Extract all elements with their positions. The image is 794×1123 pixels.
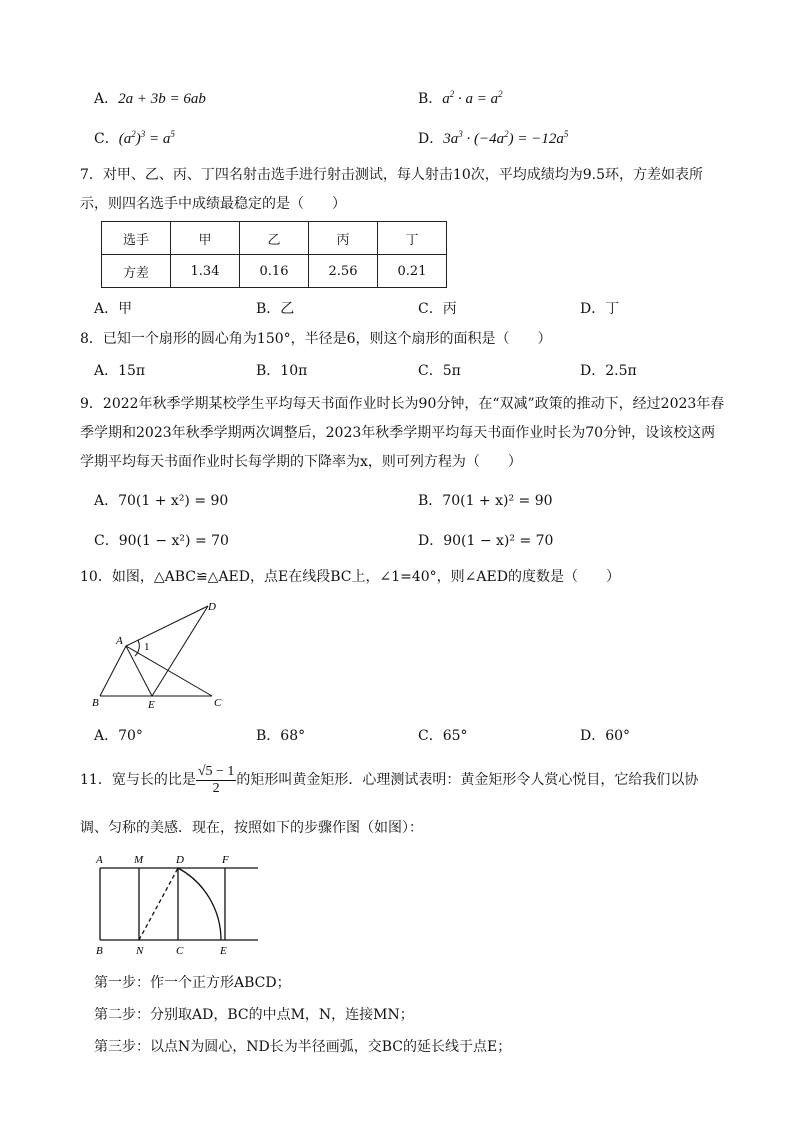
q8-option-d: D．2.5π	[580, 363, 637, 379]
q7-option-d: D．丁	[580, 301, 620, 317]
label-c: C	[176, 945, 184, 957]
table-header-cell: 丙	[309, 222, 378, 255]
q7-line2: 示，则四名选手中成绩最稳定的是（ ）	[80, 196, 346, 212]
table-header-cell: 乙	[240, 222, 309, 255]
q10-text: 10．如图，△ABC≌△AED，点E在线段BC上，∠1=40°，则∠AED的度数是（ ）	[80, 569, 620, 585]
q6-option-c: C．$(a^2)^3 = a^5$	[94, 129, 175, 147]
label-d: D	[208, 601, 216, 613]
label-e: E	[220, 945, 227, 957]
label-a: A	[96, 854, 103, 866]
label-f: F	[222, 854, 229, 866]
q8-option-b: B．10π	[256, 363, 308, 379]
label-b: B	[92, 697, 99, 709]
label-c: C	[214, 697, 222, 709]
q7-option-c: C．丙	[418, 301, 457, 317]
table-cell: 0.16	[240, 255, 309, 288]
q11-step3: 第三步：以点N为圆心，ND长为半径画弧，交BC的延长线于点E；	[94, 1039, 512, 1055]
table-cell: 2.56	[309, 255, 378, 288]
table-row	[102, 255, 447, 288]
label-a: A	[116, 635, 123, 647]
q9-line2: 季学期和2023年秋季学期两次调整后，2023年秋季学期平均每天书面作业时长为70分钟，设该校这两	[80, 425, 716, 441]
q8-text: 8．已知一个扇形的圆心角为150°，半径是6，则这个扇形的面积是（ ）	[80, 331, 552, 347]
q10-triangle-figure	[88, 596, 238, 710]
q11-prefix: 11．宽与长的比是	[80, 772, 196, 788]
label-m: M	[134, 854, 144, 866]
table-cell: 方差	[102, 255, 171, 288]
q11-step1: 第一步：作一个正方形ABCD；	[94, 975, 291, 991]
q9-line3: 学期平均每天书面作业时长每学期的下降率为x，则可列方程为（ ）	[80, 454, 522, 470]
q10-option-c: C．65°	[418, 728, 468, 744]
arc-de	[178, 868, 221, 940]
table-cell: 1.34	[171, 255, 240, 288]
q9-line1: 9．2022年秋季学期某校学生平均每天书面作业时长为90分钟，在“双减”政策的推动下，经过2023年春	[80, 396, 725, 412]
label-n: N	[136, 945, 144, 957]
label-angle-1: 1	[144, 641, 150, 653]
table-header-cell: 丁	[378, 222, 447, 255]
table-row	[102, 222, 447, 255]
q11-suffix: 的矩形叫黄金矩形．心理测试表明：黄金矩形令人赏心悦目，它给我们以协	[236, 772, 699, 788]
q8-option-a: A．15π	[94, 363, 146, 379]
golden-ratio-fraction: $\frac{√5 - 1}{2}$	[197, 763, 235, 796]
q8-option-c: C．5π	[418, 363, 461, 379]
label-e: E	[148, 699, 155, 710]
q9-option-b: B．70(1 + x)² = 90	[418, 493, 553, 509]
q6-option-d: D．$3a^3 \cdot (-4a^2) = -12a^5$	[418, 129, 569, 147]
q10-option-d: D．60°	[580, 728, 631, 744]
q11-line1	[80, 762, 698, 798]
table-cell: 0.21	[378, 255, 447, 288]
table-header-cell: 选手	[102, 222, 171, 255]
q9-option-a: A．70(1 + x²) = 90	[94, 493, 229, 509]
q10-option-b: B．68°	[256, 728, 306, 744]
q11-golden-rectangle-figure	[90, 850, 270, 960]
q11-line2: 调、匀称的美感．现在，按照如下的步骤作图（如图）：	[80, 820, 423, 836]
q9-option-d: D．90(1 − x)² = 70	[418, 533, 554, 549]
table-header-cell: 甲	[171, 222, 240, 255]
q7-line1: 7．对甲、乙、丙、丁四名射击选手进行射击测试，每人射击10次，平均成绩均为9.5环，方差如表所	[80, 167, 703, 183]
q11-step2: 第二步：分别取AD，BC的中点M，N，连接MN；	[94, 1007, 414, 1023]
segment-ab	[100, 646, 126, 696]
q7-variance-table	[101, 221, 447, 288]
q9-option-c: C．90(1 − x²) = 70	[94, 533, 229, 549]
segment-nd-dashed	[139, 868, 178, 940]
q7-option-a: A．甲	[94, 301, 133, 317]
q10-option-a: A．70°	[94, 728, 143, 744]
q6-option-a: A．2a + 3b = 6ab	[94, 91, 206, 107]
q7-option-b: B．乙	[256, 301, 295, 317]
label-b: B	[96, 945, 103, 957]
label-d: D	[176, 854, 184, 866]
q6-option-b: B．$a^2 \cdot a = a^2$	[418, 89, 503, 107]
